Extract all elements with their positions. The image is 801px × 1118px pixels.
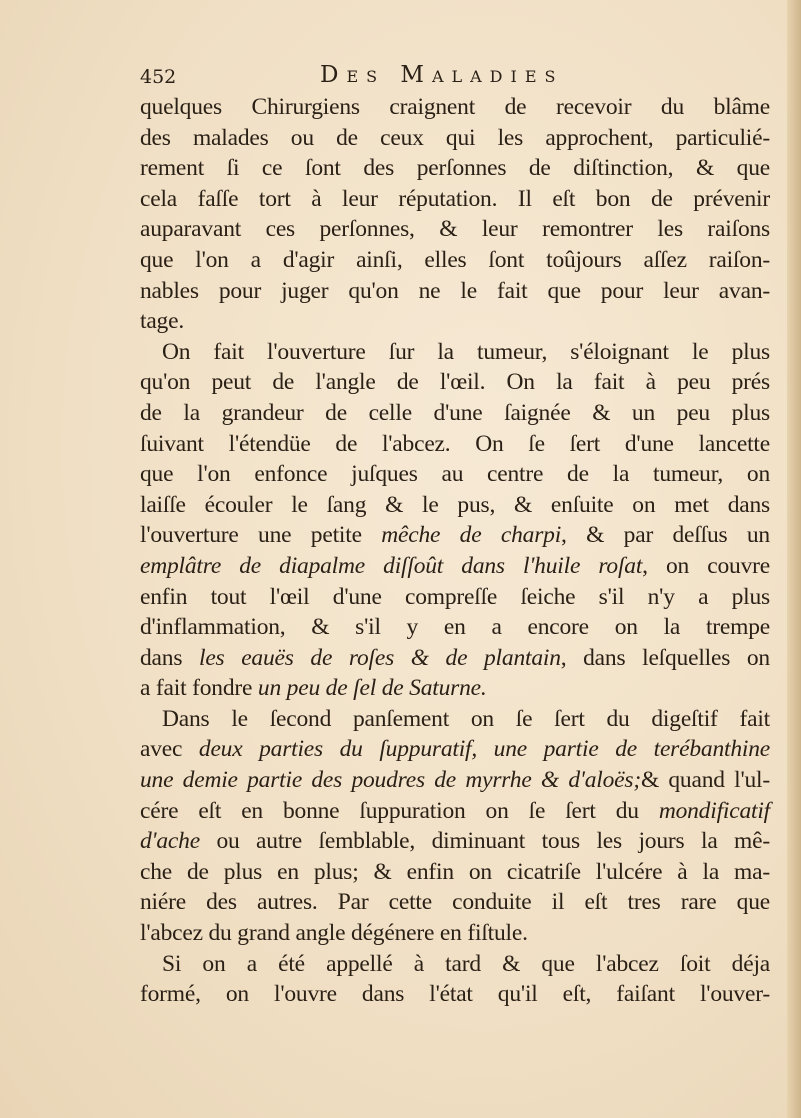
text-segment: Dans le ſecond panſement on ſe ſert du digeſtif fait [162, 705, 770, 732]
text-line [140, 123, 770, 154]
text-segment: dans [140, 644, 199, 671]
text-line [140, 153, 770, 184]
text-segment: ou autre ſemblable, diminuant tous les jours la mê- [199, 828, 770, 855]
text-segment: , & par deſſus un [561, 522, 770, 549]
text-segment: l'abcez du grand angle dégénere en fiſtule. [140, 920, 528, 947]
running-title: Des Maladies [320, 62, 564, 88]
text-segment: cére eſt en bonne ſuppuration on ſe ſert du [140, 797, 659, 824]
text-segment: cela faſſe tort à leur réputation. Il eſt bon de prévenir [140, 185, 770, 212]
italic-text: mêche de charpi [381, 522, 562, 549]
text-line [140, 214, 770, 245]
text-segment: & quand l'ul- [640, 767, 770, 794]
text-line [140, 398, 770, 429]
italic-text: les eauës de roſes & de plantain [198, 644, 561, 671]
text-line [140, 520, 770, 551]
book-page [140, 62, 770, 1010]
text-segment: quelques Chirurgiens craignent de recevoir du blâme [140, 94, 770, 120]
text-line [140, 582, 770, 613]
text-segment: niére des autres. Par cette conduite il eſt tres rare que [140, 889, 770, 916]
italic-text: deux parties du ſuppuratif, une partie de terébanthine [198, 736, 771, 763]
text-line [140, 796, 770, 827]
text-line [140, 704, 770, 735]
text-segment: de la grandeur de celle d'une ſaignée & un peu plus [140, 399, 770, 426]
italic-text: d'ache [140, 828, 200, 855]
text-line [140, 949, 770, 980]
text-segment: On fait l'ouverture ſur la tumeur, s'éloignant le plus [162, 338, 770, 365]
text-line [140, 643, 770, 674]
text-segment: avec [140, 736, 199, 763]
text-segment: a fait fondre [140, 675, 258, 702]
text-line [140, 857, 770, 888]
text-segment: enfin tout l'œil d'une compreſſe ſeiche s'il n'y a plus [140, 583, 770, 610]
text-line [140, 551, 770, 582]
text-line [140, 765, 770, 796]
text-line [140, 245, 770, 276]
italic-text: une demie partie des poudres de myrrhe & d'aloës; [140, 767, 641, 794]
text-line [140, 459, 770, 490]
text-segment: auparavant ces perſonnes, & leur remontrer les raiſons [140, 216, 770, 243]
text-line [140, 367, 770, 398]
text-line [140, 918, 770, 949]
text-segment: tage. [140, 308, 185, 335]
text-segment: l'ouverture une petite [140, 522, 382, 549]
text-segment: formé, on l'ouvre dans l'état qu'il eſt, faiſant l'ouver- [140, 981, 770, 1008]
text-line [140, 826, 770, 857]
text-line [140, 337, 770, 368]
text-segment: qu'on peut de l'angle de l'œil. On la fait à peu prés [140, 369, 770, 396]
text-line [140, 887, 770, 918]
italic-text: un peu de ſel de Saturne. [257, 675, 487, 702]
text-segment: que l'on a d'agir ainſi, elles ſont toûjours aſſez raiſon- [140, 246, 770, 273]
page-header [140, 62, 770, 92]
page-edge [787, 0, 801, 1118]
text-line [140, 306, 770, 337]
text-line [140, 184, 770, 215]
text-segment: ſuivant l'étendüe de l'abcez. On ſe ſert d'une lancette [140, 430, 770, 457]
text-line [140, 490, 770, 521]
text-segment: Si on a été appellé à tard & que l'abcez ſoit déja [162, 950, 770, 977]
text-segment: , dans leſquelles on [560, 644, 770, 671]
text-line [140, 612, 770, 643]
text-segment: que l'on enfonce juſques au centre de la tumeur, on [140, 461, 770, 488]
text-segment: laiſſe écouler le ſang & le pus, & enſuite on met dans [140, 491, 770, 518]
text-line [140, 673, 770, 704]
text-line [140, 429, 770, 460]
text-segment: nables pour juger qu'on ne le fait que pour leur avan- [140, 277, 770, 304]
italic-text: emplâtre de diapalme diſſoût dans l'huile roſat [140, 552, 643, 579]
page-number: 452 [140, 66, 177, 88]
text-line [140, 276, 770, 307]
text-line [140, 734, 770, 765]
text-segment: , on couvre [642, 552, 770, 579]
text-line [140, 92, 770, 123]
text-segment: d'inflammation, & s'il y en a encore on la trempe [140, 614, 770, 641]
italic-text: mondificatif [658, 797, 770, 824]
text-segment: des malades ou de ceux qui les approchent, particulié- [140, 124, 770, 151]
text-line [140, 979, 770, 1010]
body-text [140, 92, 770, 1010]
text-segment: rement ſi ce ſont des perſonnes de diſtinction, & que [140, 155, 770, 182]
text-segment: che de plus en plus; & enfin on cicatriſe l'ulcére à la ma- [140, 858, 770, 885]
